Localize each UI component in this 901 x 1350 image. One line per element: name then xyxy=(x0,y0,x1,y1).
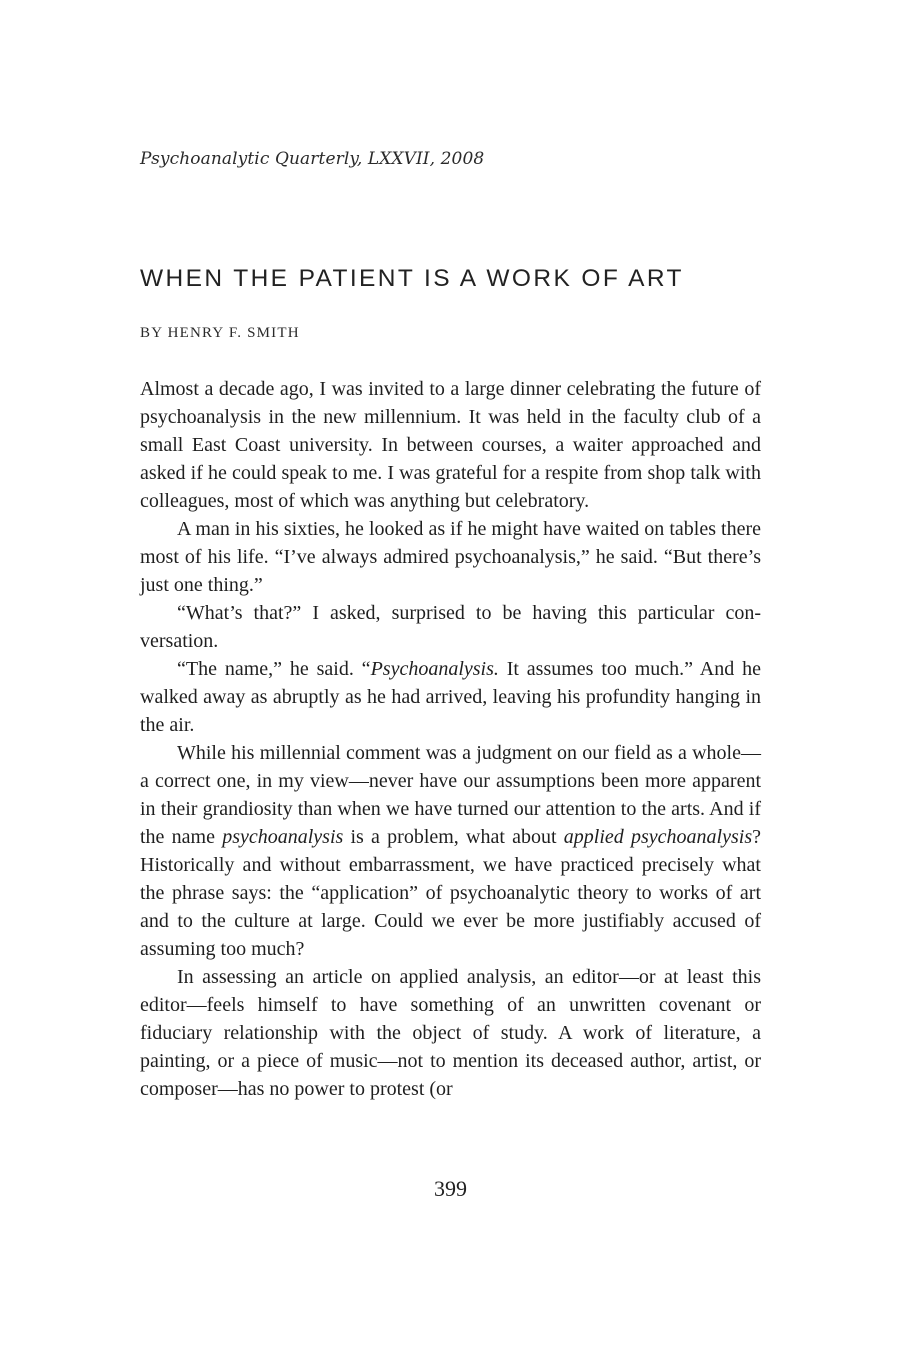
paragraph-5-emphasis-2: applied psychoanalysis xyxy=(563,826,753,848)
article-title: WHEN THE PATIENT IS A WORK OF ART xyxy=(140,265,684,292)
paragraph-3: “What’s that?” I asked, surprised to be having this particular conversation. xyxy=(140,602,761,652)
paragraph-4-text-a: “The name,” he said. “ xyxy=(177,658,371,680)
paragraph-6: In assessing an article on applied analysis, an editor—or at least this editor—feels himself to have something of an unwritten covenant or fiduciary relationship with the object of study. A work of literature, a painting, or a piece of music—not to mention its deceased author, artist, or composer—has no power to protest (or xyxy=(140,966,761,1100)
paragraph-5 xyxy=(140,739,761,963)
paragraph-4-text-b: It assumes too much.” And he walked away as abruptly as he had arrived, leaving his profundity hanging in the air. xyxy=(140,658,761,736)
paragraph-5-emphasis-1: psychoanalysis xyxy=(222,826,344,848)
running-head: Psychoanalytic Quarterly, LXXVII, 2008 xyxy=(140,149,485,169)
paragraph-4-emphasis: Psychoanalysis. xyxy=(370,658,499,680)
page-number: 399 xyxy=(434,1176,467,1201)
article-body xyxy=(140,375,761,1103)
paragraph-4 xyxy=(140,655,761,739)
paragraph-1: Almost a decade ago, I was invited to a large dinner celebrating the future of psychoanalysis in the new millennium. It was held in the faculty club of a small East Coast university. In between courses, a waiter approached and asked if he could speak to me. I was grateful for a respite from shop talk with colleagues, most of which was anything but celebratory. xyxy=(140,378,761,512)
paragraph-5-text-b: is a problem, what about xyxy=(343,826,564,848)
paragraph-5-text-a: While his millennial comment was a judgment on our field as a whole—a correct one, in my view—never have our assumptions been more apparent in their grandiosity than when we have turned our attention to the arts. And if the name xyxy=(140,742,761,848)
author-byline: BY HENRY F. SMITH xyxy=(140,325,300,341)
paragraph-5-text-c: ? Historically and without embarrassment, we have practiced precisely what the phrase says: the “application” of psychoanalytic theory to works of art and to the culture at large. Could we ever be more justifiably accused of assuming too much? xyxy=(140,826,761,960)
paragraph-2: A man in his sixties, he looked as if he might have waited on tables there most of his life. “I’ve always admired psychoanalysis,” he said. “But there’s just one thing.” xyxy=(140,518,761,596)
